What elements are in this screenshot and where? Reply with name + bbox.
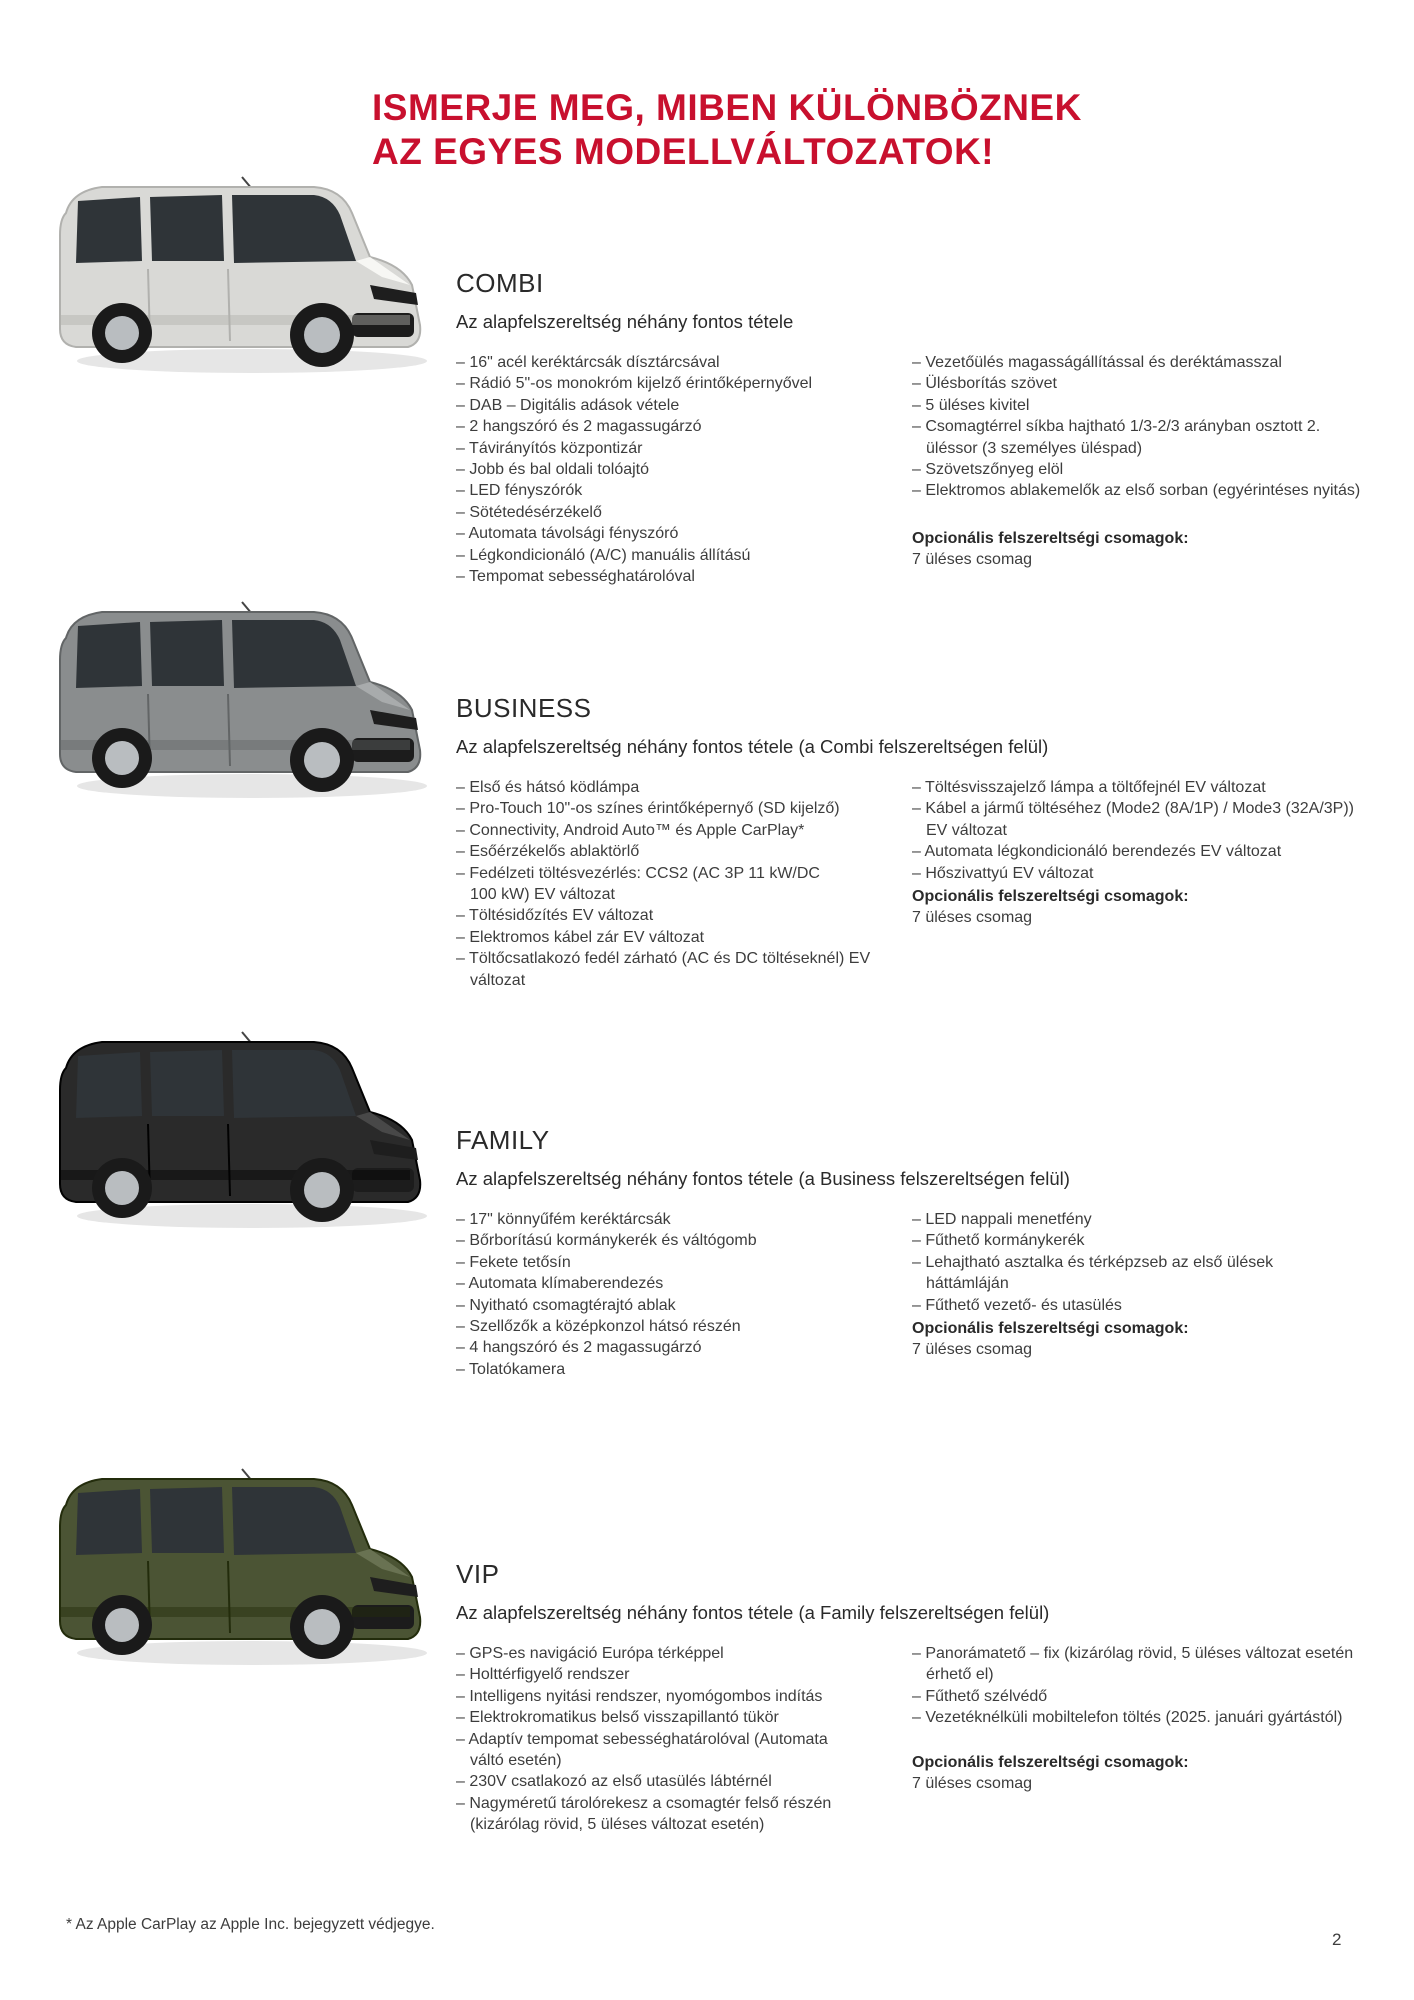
list-item: – Ülésborítás szövet [912, 375, 1057, 393]
feature-list-left [456, 1209, 896, 1380]
car-image-business [52, 590, 437, 805]
list-item: – Fedélzeti töltésvezérlés: CCS2 (AC 3P 11 kW/DC 100 kW) EV változat [456, 864, 820, 904]
list-item: – Légkondicionáló (A/C) manuális állítású [456, 546, 751, 564]
car-image-combi [52, 165, 437, 380]
model-name: VIP [456, 1559, 500, 1589]
model-name: COMBI [456, 268, 544, 298]
optional-packages-value: 7 üléses csomag [912, 1775, 1033, 1793]
model-subtitle: Az alapfelszereltség néhány fontos tétele (a Family felszereltségen felül) [456, 1602, 1050, 1623]
list-item: – Fűthető kormánykerék [912, 1232, 1085, 1250]
model-subtitle: Az alapfelszereltség néhány fontos tétele (a Business felszereltségen felül) [456, 1168, 1070, 1189]
model-name: BUSINESS [456, 693, 592, 723]
list-item: – GPS-es navigáció Európa térképpel [456, 1645, 724, 1662]
optional-packages-value: 7 üléses csomag [912, 1341, 1033, 1359]
optional-packages [912, 1752, 1189, 1795]
list-item: – Töltésidőzítés EV változat [456, 907, 654, 925]
list-item: – Vezetőülés magasságállítással és deréktámasszal [912, 354, 1282, 371]
feature-list-left [456, 1643, 896, 1836]
feature-list-left [456, 777, 896, 991]
list-item: – Szövetszőnyeg elöl [912, 461, 1064, 479]
model-subtitle: Az alapfelszereltség néhány fontos tétele [456, 311, 794, 332]
list-item: – Pro-Touch 10"-os színes érintőképernyő (SD kijelző) [456, 800, 840, 818]
car-image-family [52, 1020, 437, 1235]
list-item: – Nyitható csomagtérajtó ablak [456, 1296, 676, 1314]
list-item: – Connectivity, Android Auto™ és Apple CarPlay* [456, 821, 805, 839]
headline-line-1: ISMERJE MEG, MIBEN KÜLÖNBÖZNEK [372, 87, 1082, 128]
feature-list-left [456, 352, 896, 587]
list-item: – 17" könnyűfém keréktárcsák [456, 1211, 671, 1228]
list-item: – 5 üléses kivitel [912, 396, 1030, 414]
list-item: – Nagyméretű tárolórekesz a csomagtér felső részén (kizárólag rövid, 5 üléses változat esetén) [456, 1794, 832, 1834]
list-item: – 2 hangszóró és 2 magassugárzó [456, 418, 702, 436]
list-item: – Tempomat sebességhatárolóval [456, 568, 695, 586]
car-image-vip [52, 1457, 437, 1672]
model-name: FAMILY [456, 1125, 550, 1155]
feature-list-right [912, 1209, 1372, 1316]
list-item: – Fekete tetősín [456, 1253, 571, 1271]
list-item: – Jobb és bal oldali tolóajtó [456, 461, 650, 479]
list-item: – Elektromos kábel zár EV változat [456, 928, 705, 946]
optional-packages [912, 1318, 1189, 1361]
optional-packages-value: 7 üléses csomag [912, 551, 1033, 569]
list-item: – Töltőcsatlakozó fedél zárható (AC és DC töltéseknél) EV változat [456, 950, 871, 989]
list-item: – Hőszivattyú EV változat [912, 864, 1094, 882]
optional-packages-title: Opcionális felszereltségi csomagok: [912, 530, 1189, 547]
list-item: – Automata légkondicionáló berendezés EV változat [912, 843, 1282, 861]
list-item: – Fűthető szélvédő [912, 1687, 1048, 1705]
list-item: – Fűthető vezető- és utasülés [912, 1296, 1122, 1314]
optional-packages-title: Opcionális felszereltségi csomagok: [912, 1754, 1189, 1771]
optional-packages [912, 528, 1189, 571]
list-item: – Bőrborítású kormánykerék és váltógomb [456, 1232, 757, 1250]
list-item: – Szellőzők a középkonzol hátsó részén [456, 1318, 741, 1336]
list-item: – Lehajtható asztalka és térképzseb az első ülések háttámláján [912, 1253, 1274, 1293]
list-item: – LED nappali menetfény [912, 1211, 1092, 1228]
list-item: – DAB – Digitális adások vétele [456, 396, 680, 414]
list-item: – Töltésvisszajelző lámpa a töltőfejnél EV változat [912, 779, 1266, 796]
list-item: – Elektromos ablakemelők az első sorban (egyérintéses nyitás) [912, 482, 1361, 500]
headline-line-2: AZ EGYES MODELLVÁLTOZATOK! [372, 131, 995, 172]
optional-packages-title: Opcionális felszereltségi csomagok: [912, 1320, 1189, 1337]
list-item: – Vezetéknélküli mobiltelefon töltés (2025. januári gyártástól) [912, 1709, 1343, 1727]
list-item: – 16" acél keréktárcsák dísztárcsával [456, 354, 720, 371]
feature-list-right [912, 777, 1372, 884]
feature-list-right [912, 352, 1372, 502]
optional-packages [912, 886, 1189, 929]
list-item: – Tolatókamera [456, 1360, 566, 1378]
list-item: – 4 hangszóró és 2 magassugárzó [456, 1339, 702, 1357]
optional-packages-value: 7 üléses csomag [912, 909, 1033, 927]
list-item: – LED fényszórók [456, 482, 583, 500]
list-item: – 230V csatlakozó az első utasülés lábtérnél [456, 1773, 772, 1791]
list-item: – Távirányítós központizár [456, 439, 643, 457]
list-item: – Automata klímaberendezés [456, 1275, 664, 1293]
list-item: – Automata távolsági fényszóró [456, 525, 679, 543]
list-item: – Csomagtérrel síkba hajtható 1/3-2/3 arányban osztott 2. üléssor (3 személyes üléspad) [912, 418, 1321, 457]
list-item: – Panorámatető – fix (kizárólag rövid, 5 üléses változat esetén érhető el) [912, 1645, 1354, 1684]
page-headline [372, 86, 1082, 174]
list-item: – Holttérfigyelő rendszer [456, 1666, 630, 1684]
list-item: – Intelligens nyitási rendszer, nyomógombos indítás [456, 1687, 823, 1705]
page-number: 2 [1332, 1930, 1342, 1949]
list-item: – Sötétedésérzékelő [456, 503, 602, 521]
footnote: * Az Apple CarPlay az Apple Inc. bejegyzett védjegye. [66, 1916, 435, 1933]
optional-packages-title: Opcionális felszereltségi csomagok: [912, 888, 1189, 905]
list-item: – Első és hátsó ködlámpa [456, 779, 640, 796]
list-item: – Esőérzékelős ablaktörlő [456, 843, 640, 861]
list-item: – Kábel a jármű töltéséhez (Mode2 (8A/1P) / Mode3 (32A/3P)) EV változat [912, 800, 1354, 839]
list-item: – Adaptív tempomat sebességhatárolóval (Automata váltó esetén) [456, 1730, 828, 1770]
list-item: – Elektrokromatikus belső visszapillantó tükör [456, 1709, 779, 1727]
list-item: – Rádió 5"-os monokróm kijelző érintőképernyővel [456, 375, 813, 393]
model-subtitle: Az alapfelszereltség néhány fontos tétele (a Combi felszereltségen felül) [456, 736, 1049, 757]
feature-list-right [912, 1643, 1372, 1729]
